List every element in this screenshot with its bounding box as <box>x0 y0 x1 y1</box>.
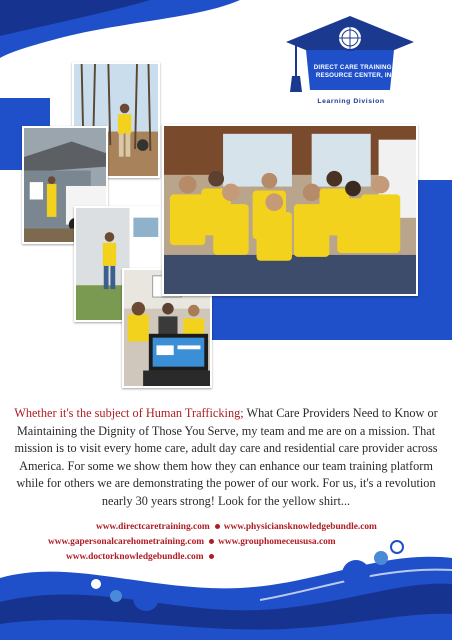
logo-title <box>306 64 406 79</box>
bullet-icon <box>215 524 220 529</box>
link-directcaretraining[interactable]: www.directcaretraining.com <box>96 522 210 532</box>
logo-title-line1: DIRECT CARE TRAINING & <box>313 64 399 71</box>
link-doctorknowledgebundle[interactable]: www.doctorknowledgebundle.com <box>66 552 204 562</box>
mission-statement <box>10 405 442 510</box>
links-row-1 <box>96 522 377 532</box>
logo-title-line2: RESOURCE CENTER, INC <box>315 71 397 79</box>
bullet-icon <box>209 539 214 544</box>
curve-decoration <box>0 340 452 380</box>
top-wave-decoration <box>0 0 240 60</box>
mission-text: What Care Providers Need to Know or Maintaining the Dignity of Those You Serve, my team and me are on a mission. That mission is to visit every home care, adult day care and residential care provider across America. For some we show them how they can enhance our team training platform while for others we are demonstrating the power of our work. For us, it's a revolution nearly 30 years strong! Look for the yellow shirt... <box>14 406 438 508</box>
mission-lead: Whether it's the subject of Human Trafficking; <box>14 406 244 420</box>
links-row-2 <box>48 537 336 547</box>
link-grouphomeceususa[interactable]: www.grouphomeceususa.com <box>218 537 336 547</box>
links-row-3 <box>66 552 218 562</box>
photo-team-group <box>162 124 418 296</box>
link-physiciansknowledgebundle[interactable]: www.physiciansknowledgebundle.com <box>223 522 377 532</box>
bullet-icon <box>209 554 214 559</box>
link-gapersonalcarehometraining[interactable]: www.gapersonalcarehometraining.com <box>48 537 205 547</box>
logo-subtitle: Learning Division <box>317 98 385 105</box>
